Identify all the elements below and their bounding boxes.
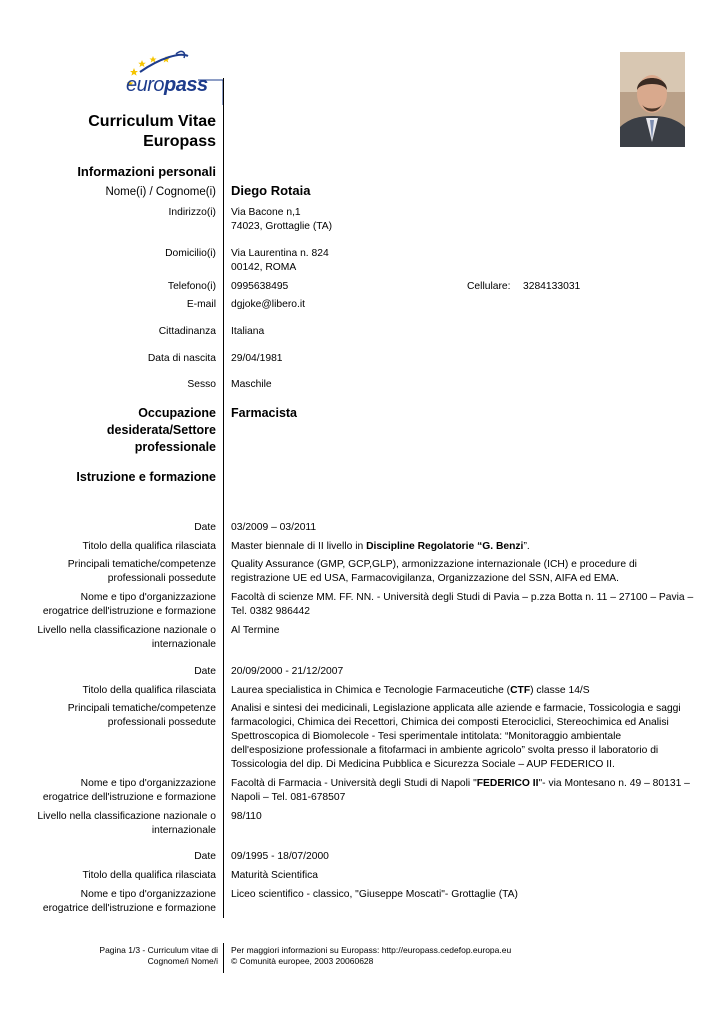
occupation-label-line2: desiderata/Settore	[106, 423, 216, 437]
edu1-subjects-line1: Quality Assurance (GMP, GCP,GLP), armonizzazione internazionale (ICH) e procedure di	[231, 559, 637, 570]
edu1-org-line2: Tel. 0382 986442	[231, 606, 311, 617]
europass-logo	[120, 50, 230, 105]
edu2-subjects-line2: farmacologici, Chimica dei Recettori, Chimica dei composti Eterociclici, Stereochimica ed Analisi	[231, 717, 669, 728]
address-line1: Via Bacone n,1	[231, 207, 301, 218]
edu2-org-c: "- via Montesano n. 49 – 80131 –	[538, 778, 690, 789]
edu2-level-label1: Livello nella classificazione nazionale o	[37, 811, 216, 822]
edu2-org-a: Facoltà di Farmacia - Università degli Studi di Napoli "	[231, 778, 477, 789]
edu3-org-label1: Nome e tipo d'organizzazione	[80, 889, 216, 900]
edu3-title: Maturità Scientifica	[231, 870, 318, 881]
edu2-date: 20/09/2000 - 21/12/2007	[231, 666, 344, 677]
profile-photo	[620, 52, 685, 147]
edu1-title-b: Discipline Regolatorie “G. Benzi	[366, 541, 524, 552]
edu1-subjects-label2: professionali possedute	[107, 573, 216, 584]
occupation-label-line1: Occupazione	[138, 406, 216, 420]
footer-copyright: © Comunità europee, 2003 20060628	[231, 956, 374, 966]
edu1-org-label2: erogatrice dell'istruzione e formazione	[42, 606, 216, 617]
address-label: Indirizzo(i)	[168, 207, 216, 218]
edu3-org-label2: erogatrice dell'istruzione e formazione	[42, 903, 216, 914]
footer-name-info: Cognome/i Nome/i	[147, 956, 218, 966]
edu2-org-line1	[231, 777, 690, 791]
birth-date-value: 29/04/1981	[231, 353, 283, 364]
name-label: Nome(i) / Cognome(i)	[105, 186, 216, 198]
edu2-subjects-line3: Spettroscopica di Biomolecole - Tesi sperimentale intitolata: “Monitoraggio ambientale	[231, 731, 622, 742]
edu1-subjects-line2: registrazione UE ed USA, Farmacovigilanza, Organizzazione del SSN, AIFA ed EMA.	[231, 573, 620, 584]
edu1-level-label2: internazionale	[151, 639, 216, 650]
edu2-title	[231, 684, 590, 698]
edu1-title	[231, 540, 530, 554]
edu2-level: 98/110	[231, 811, 262, 822]
logo-text-euro: euro	[126, 74, 165, 96]
vertical-rule-footer	[223, 943, 224, 973]
phone-value: 0995638495	[231, 281, 289, 292]
edu1-title-c: ”.	[523, 541, 530, 552]
vertical-rule-top	[223, 78, 224, 918]
name-value: Diego Rotaia	[231, 183, 311, 198]
domicile-line1: Via Laurentina n. 824	[231, 248, 329, 259]
phone-label: Telefono(i)	[167, 281, 216, 292]
section-education: Istruzione e formazione	[76, 470, 216, 484]
edu1-title-label: Titolo della qualifica rilasciata	[82, 541, 216, 552]
edu1-org-line1: Facoltà di scienze MM. FF. NN. - Università degli Studi di Pavia – p.zza Botta n. 11 – 27100 – Pavia –	[231, 592, 694, 603]
edu2-subjects-label1: Principali tematiche/competenze	[67, 703, 216, 714]
edu2-title-label: Titolo della qualifica rilasciata	[82, 685, 216, 696]
birth-date-label: Data di nascita	[147, 353, 216, 364]
footer-europass-link[interactable]: Per maggiori informazioni su Europass: http://europass.cedefop.europa.eu	[231, 945, 512, 955]
person-portrait-icon	[620, 52, 685, 147]
edu2-org-label2: erogatrice dell'istruzione e formazione	[42, 792, 216, 803]
edu1-level: Al Termine	[231, 625, 280, 636]
edu2-subjects-line1: Analisi e sintesi dei medicinali, Legislazione applicata alle aziende e farmacie, Tossicologia e saggi	[231, 703, 681, 714]
sex-value: Maschile	[231, 379, 272, 390]
edu1-date-label: Date	[194, 522, 216, 533]
edu1-title-a: Master biennale di II livello in	[231, 541, 367, 552]
edu1-date: 03/2009 – 03/2011	[231, 522, 317, 533]
logo-text-pass: pass	[164, 74, 208, 96]
cv-title-line2: Europass	[143, 133, 216, 150]
edu2-subjects-line5: Tossicologia del dip. Di Medicina Pubblica e Sicurezza Sociale – AUP FEDERICO II.	[231, 759, 615, 770]
domicile-label: Domicilio(i)	[165, 248, 216, 259]
edu3-date-label: Date	[194, 851, 216, 862]
edu1-level-label1: Livello nella classificazione nazionale o	[37, 625, 216, 636]
edu3-date: 09/1995 - 18/07/2000	[231, 851, 329, 862]
edu2-org-label1: Nome e tipo d'organizzazione	[80, 778, 216, 789]
edu2-level-label2: internazionale	[151, 825, 216, 836]
mobile-value: 3284133031	[523, 281, 581, 292]
edu2-title-a: Laurea specialistica in Chimica e Tecnologie Farmaceutiche (	[231, 685, 511, 696]
cv-title-line1: Curriculum Vitae	[88, 113, 216, 130]
edu2-org-b: FEDERICO II	[476, 778, 539, 789]
occupation-label-line3: professionale	[134, 440, 216, 454]
edu3-title-label: Titolo della qualifica rilasciata	[82, 870, 216, 881]
mobile-label: Cellulare:	[467, 281, 511, 292]
citizenship-label: Cittadinanza	[158, 326, 216, 337]
section-personal-info: Informazioni personali	[77, 164, 216, 179]
edu1-org-label1: Nome e tipo d'organizzazione	[80, 592, 216, 603]
edu2-org-line2: Napoli – Tel. 081-678507	[231, 792, 346, 803]
footer-page-info: Pagina 1/3 - Curriculum vitae di	[99, 945, 218, 955]
address-line2: 74023, Grottaglie (TA)	[231, 221, 333, 232]
email-value[interactable]: dgjoke@libero.it	[231, 299, 305, 310]
edu2-subjects-label2: professionali possedute	[107, 717, 216, 728]
sex-label: Sesso	[187, 379, 216, 390]
edu2-title-b: CTF	[510, 685, 531, 696]
citizenship-value: Italiana	[231, 326, 265, 337]
edu1-subjects-label1: Principali tematiche/competenze	[67, 559, 216, 570]
edu3-org: Liceo scientifico - classico, "Giuseppe Moscati"- Grottaglie (TA)	[231, 889, 518, 900]
occupation-value: Farmacista	[231, 406, 298, 420]
domicile-line2: 00142, ROMA	[231, 262, 297, 273]
email-label: E-mail	[186, 299, 216, 310]
edu2-subjects-line4: dell'esposizione professionale a fitofarmaci in ambiente agricolo” svolta presso il laboratorio di	[231, 745, 659, 756]
edu2-title-c: ) classe 14/S	[530, 685, 590, 696]
edu2-date-label: Date	[194, 666, 216, 677]
